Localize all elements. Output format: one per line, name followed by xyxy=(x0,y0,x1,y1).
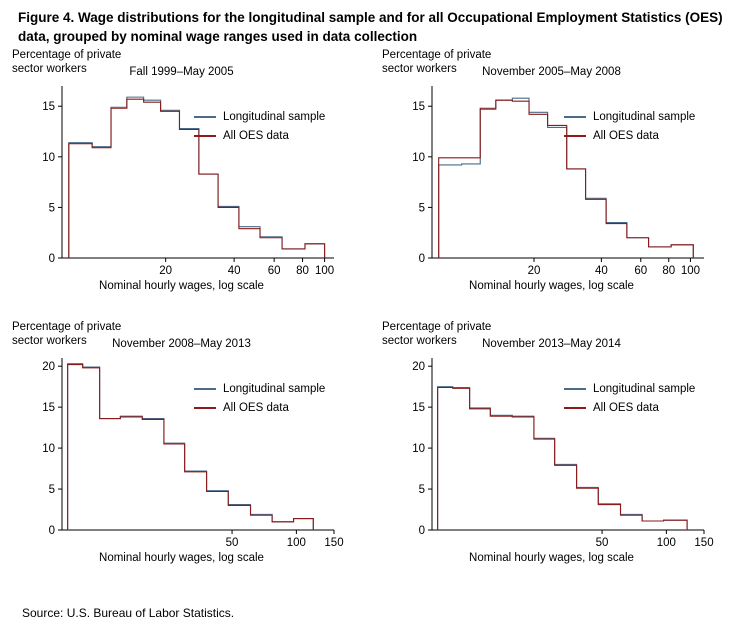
y-axis-label: Percentage of private sector workers xyxy=(382,321,492,347)
legend-swatch-alloes xyxy=(194,407,216,409)
chart-panel-1 xyxy=(4,48,359,303)
svg-text:20: 20 xyxy=(412,361,425,374)
svg-text:100: 100 xyxy=(314,265,335,277)
svg-text:10: 10 xyxy=(412,151,425,164)
svg-text:50: 50 xyxy=(595,537,609,549)
panel-title: November 2005–May 2008 xyxy=(482,66,621,78)
legend xyxy=(194,382,325,420)
svg-text:0: 0 xyxy=(418,525,425,537)
svg-text:15: 15 xyxy=(42,402,55,415)
svg-text:15: 15 xyxy=(412,101,425,114)
svg-text:15: 15 xyxy=(42,101,55,114)
chart-panel-3 xyxy=(4,320,359,575)
svg-text:150: 150 xyxy=(324,537,344,549)
legend-item xyxy=(194,129,325,143)
legend-swatch-longitudinal xyxy=(564,116,586,118)
chart-panel-2 xyxy=(374,48,729,303)
svg-text:10: 10 xyxy=(42,151,55,164)
legend-item xyxy=(194,382,325,396)
x-axis-label: Nominal hourly wages, log scale xyxy=(469,280,634,292)
svg-text:80: 80 xyxy=(662,265,676,277)
legend-swatch-alloes xyxy=(564,135,586,137)
svg-text:40: 40 xyxy=(227,265,241,277)
legend-label: All OES data xyxy=(593,130,659,142)
svg-text:100: 100 xyxy=(286,537,306,549)
legend xyxy=(194,110,325,148)
svg-text:100: 100 xyxy=(680,265,701,277)
legend-label: All OES data xyxy=(223,402,289,414)
svg-text:5: 5 xyxy=(418,202,425,215)
legend-item xyxy=(564,382,695,396)
panel-title: November 2008–May 2013 xyxy=(112,338,251,350)
y-axis-label: Percentage of private sector workers xyxy=(12,49,122,75)
x-axis-label: Nominal hourly wages, log scale xyxy=(99,552,264,564)
svg-text:5: 5 xyxy=(418,484,425,497)
legend-swatch-longitudinal xyxy=(194,388,216,390)
figure-title: Figure 4. Wage distributions for the longitudinal sample and for all Occupational Employment Statistics (OES) data, grouped by nominal wage ranges used in data collection xyxy=(18,10,723,44)
legend-item xyxy=(194,110,325,124)
legend-swatch-alloes xyxy=(194,135,216,137)
legend-swatch-longitudinal xyxy=(194,116,216,118)
svg-text:150: 150 xyxy=(694,537,714,549)
legend-item xyxy=(564,129,695,143)
svg-text:80: 80 xyxy=(296,265,309,277)
svg-text:100: 100 xyxy=(656,537,676,549)
svg-text:60: 60 xyxy=(634,265,648,277)
legend-label: Longitudinal sample xyxy=(223,111,326,123)
y-axis-label: Percentage of private sector workers xyxy=(382,49,492,75)
legend-item xyxy=(564,110,695,124)
svg-text:10: 10 xyxy=(412,443,425,456)
legend-label: Longitudinal sample xyxy=(223,383,326,395)
svg-text:10: 10 xyxy=(42,443,55,456)
svg-text:0: 0 xyxy=(418,253,425,265)
svg-text:15: 15 xyxy=(412,402,425,415)
svg-text:5: 5 xyxy=(48,484,55,497)
y-axis-label: Percentage of private sector workers xyxy=(12,321,122,347)
svg-text:50: 50 xyxy=(225,537,239,549)
panel-title: November 2013–May 2014 xyxy=(482,338,621,350)
legend xyxy=(564,382,695,420)
svg-text:5: 5 xyxy=(48,202,55,215)
panel-title: Fall 1999–May 2005 xyxy=(129,66,234,78)
x-axis-label: Nominal hourly wages, log scale xyxy=(469,552,634,564)
legend-item xyxy=(194,401,325,415)
legend-label: Longitudinal sample xyxy=(593,111,696,123)
svg-text:0: 0 xyxy=(48,253,55,265)
legend-swatch-longitudinal xyxy=(564,388,586,390)
svg-text:60: 60 xyxy=(267,265,281,277)
legend xyxy=(564,110,695,148)
legend-label: All OES data xyxy=(593,402,659,414)
legend-swatch-alloes xyxy=(564,407,586,409)
svg-text:20: 20 xyxy=(42,361,55,374)
legend-label: All OES data xyxy=(223,130,289,142)
svg-text:20: 20 xyxy=(159,265,173,277)
legend-label: Longitudinal sample xyxy=(593,383,696,395)
svg-text:20: 20 xyxy=(527,265,541,277)
x-axis-label: Nominal hourly wages, log scale xyxy=(99,280,264,292)
svg-text:40: 40 xyxy=(594,265,608,277)
source-note: Source: U.S. Bureau of Labor Statistics. xyxy=(22,606,235,620)
chart-panel-4 xyxy=(374,320,729,575)
svg-text:0: 0 xyxy=(48,525,55,537)
legend-item xyxy=(564,401,695,415)
